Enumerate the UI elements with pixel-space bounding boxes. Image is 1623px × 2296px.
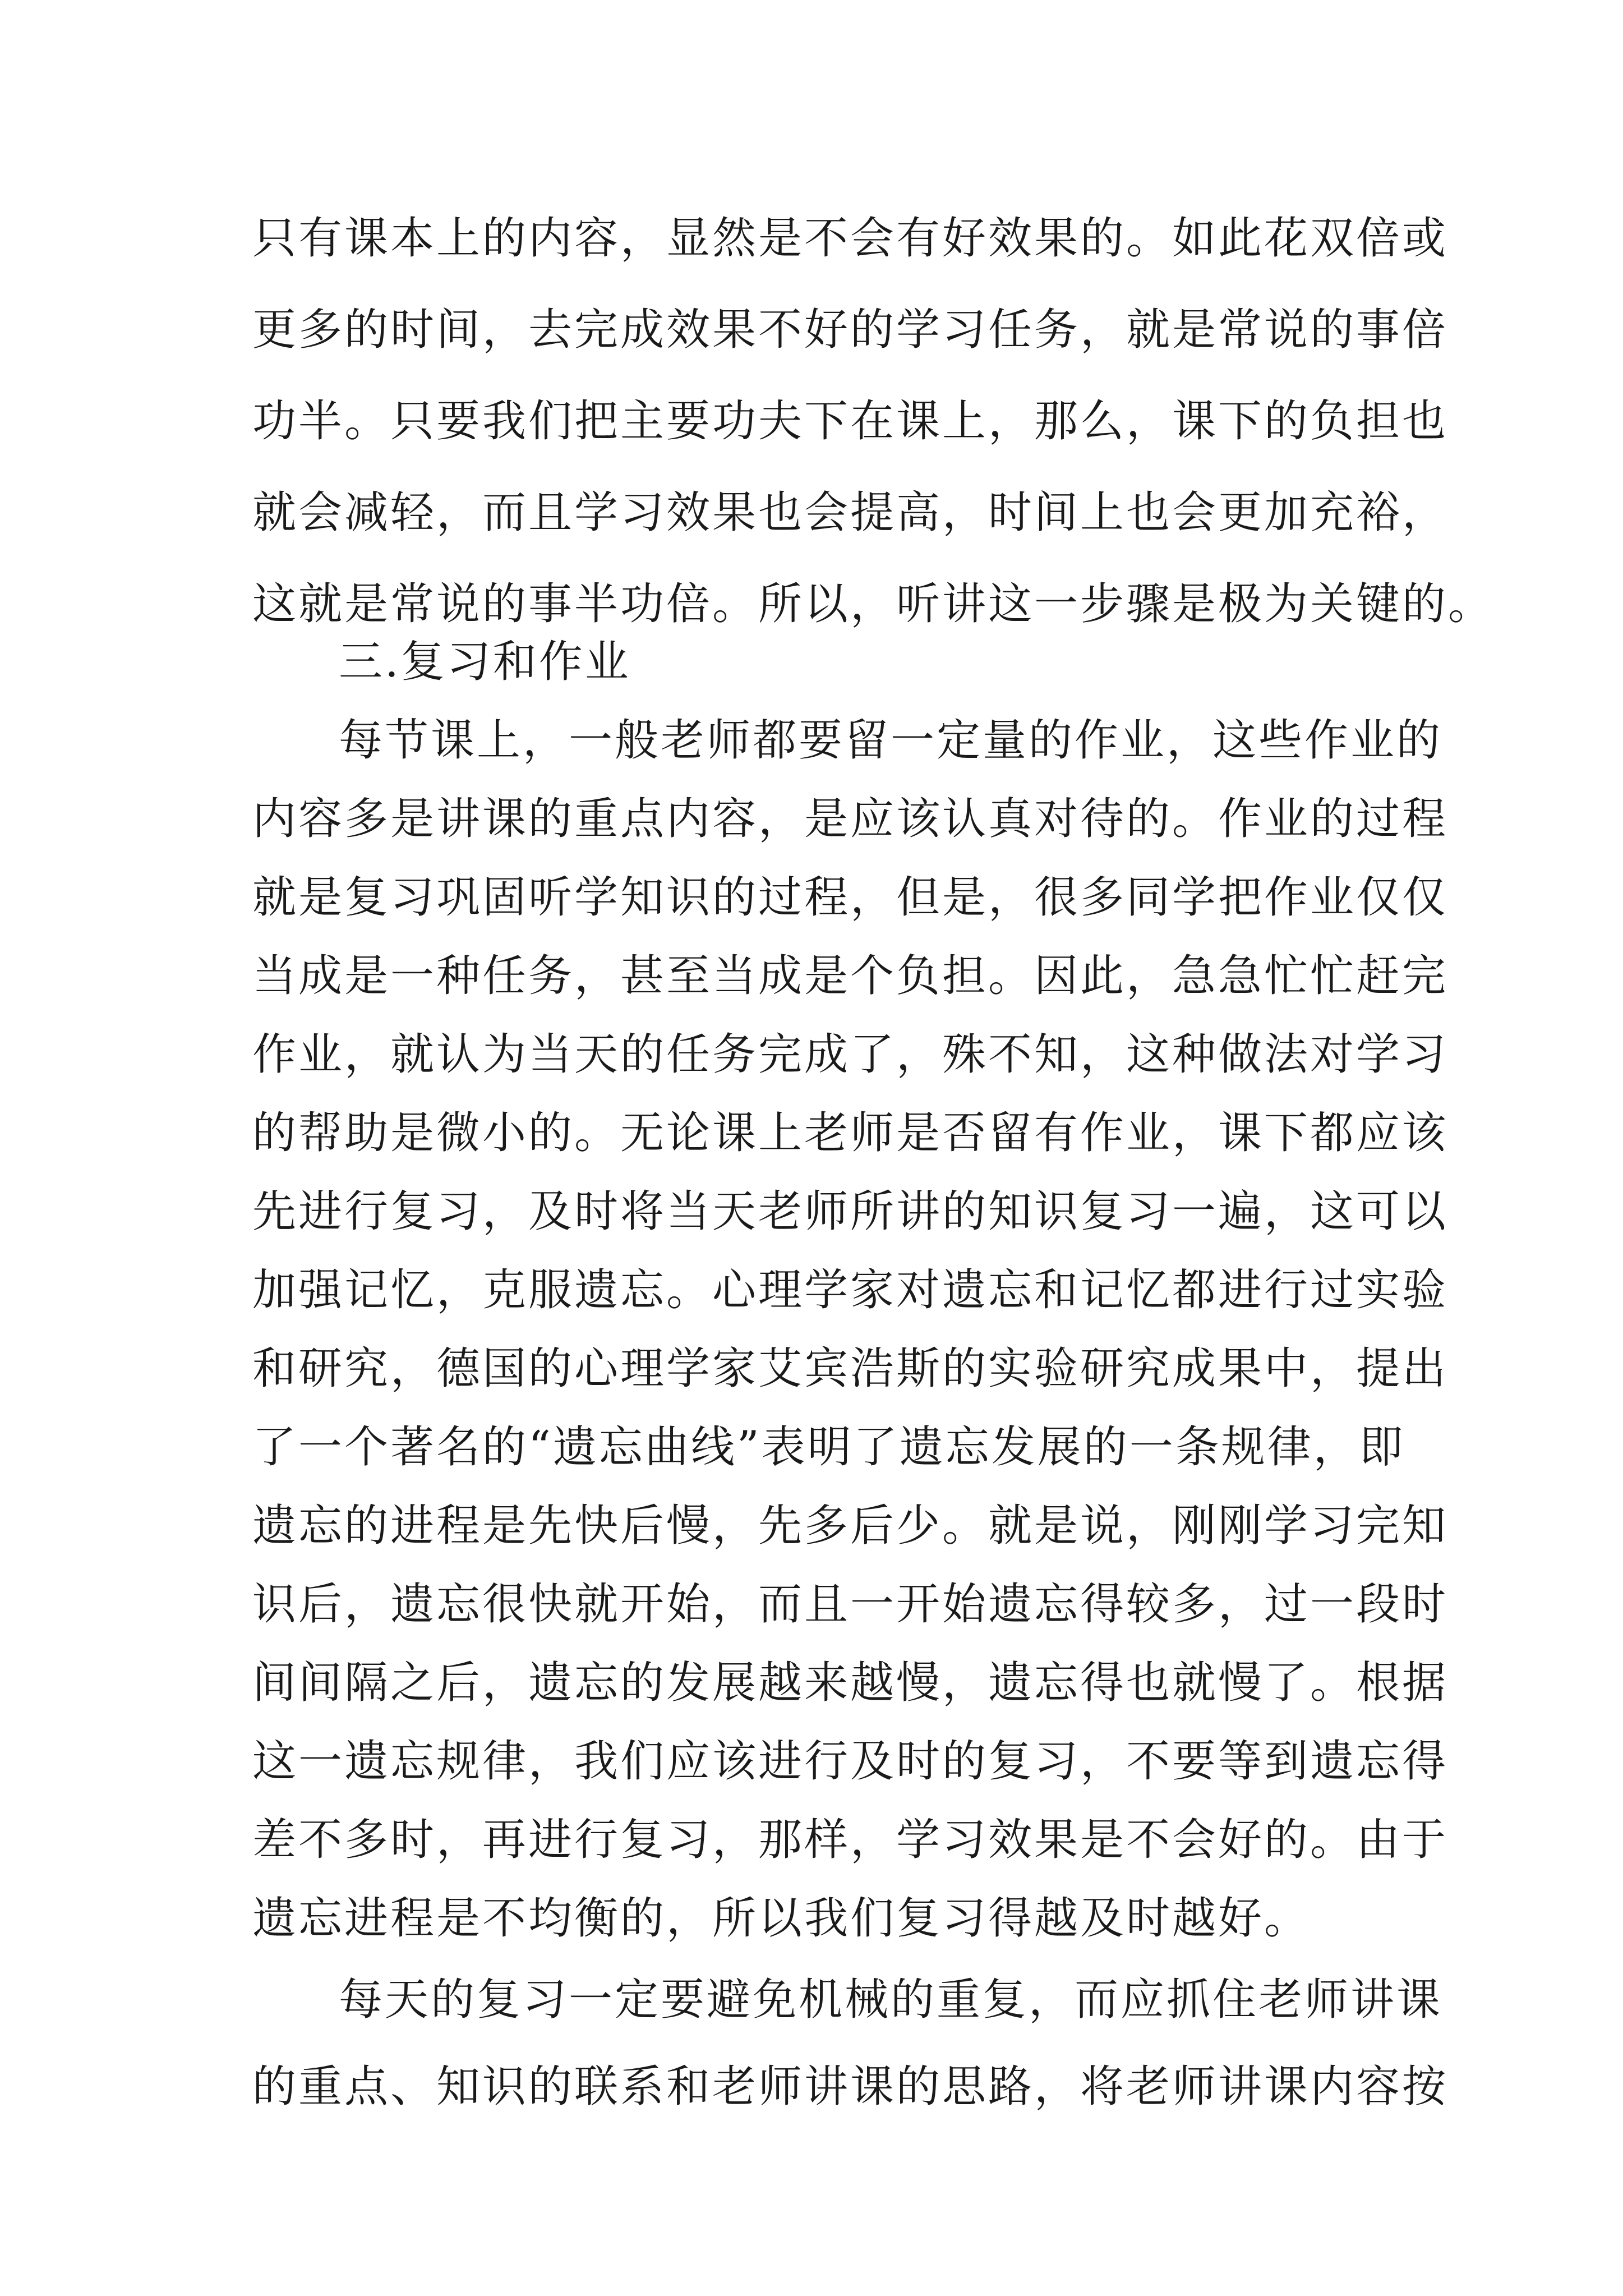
text-line: 作业，就认为当天的任务完成了，殊不知，这种做法对学习 (252, 1029, 1449, 1080)
text-line: 更多的时间，去完成效果不好的学习任务，就是常说的事倍 (252, 305, 1449, 355)
text-line: 只有课本上的内容，显然是不会有好效果的。如此花双倍或 (252, 213, 1449, 264)
text-line: 和研究，德国的心理学家艾宾浩斯的实验研究成果中，提出 (252, 1343, 1449, 1394)
text-line: 了一个著名的“遗忘曲线”表明了遗忘发展的一条规律，即 (252, 1422, 1405, 1473)
text-line: 这一遗忘规律，我们应该进行及时的复习，不要等到遗忘得 (252, 1736, 1449, 1787)
text-line: 的帮助是微小的。无论课上老师是否留有作业，课下都应该 (252, 1108, 1449, 1158)
text-line: 内容多是讲课的重点内容，是应该认真对待的。作业的过程 (252, 794, 1449, 844)
section-heading: 三.复习和作业 (339, 637, 631, 687)
text-line: 功半。只要我们把主要功夫下在课上，那么，课下的负担也 (252, 396, 1449, 447)
text-line: 加强记忆，克服遗忘。心理学家对遗忘和记忆都进行过实验 (252, 1265, 1449, 1315)
text-line: 间间隔之后，遗忘的发展越来越慢，遗忘得也就慢了。根据 (252, 1658, 1449, 1708)
text-line: 遗忘的进程是先快后慢，先多后少。就是说，刚刚学习完知 (252, 1501, 1449, 1551)
text-line: 先进行复习，及时将当天老师所讲的知识复习一遍，这可以 (252, 1186, 1449, 1237)
text-line: 的重点、知识的联系和老师讲课的思路，将老师讲课内容按 (252, 2062, 1449, 2112)
text-line: 当成是一种任务，甚至当成是个负担。因此，急急忙忙赶完 (252, 951, 1449, 1001)
text-line: 差不多时，再进行复习，那样，学习效果是不会好的。由于 (252, 1815, 1449, 1865)
text-line: 就是复习巩固听学知识的过程，但是，很多同学把作业仅仅 (252, 872, 1449, 923)
text-line: 这就是常说的事半功倍。所以，听讲这一步骤是极为关键的。 (252, 579, 1495, 629)
text-line: 就会减轻，而且学习效果也会提高，时间上也会更加充裕， (252, 487, 1449, 538)
text-line: 遗忘进程是不均衡的，所以我们复习得越及时越好。 (252, 1893, 1311, 1944)
text-line: 每天的复习一定要避免机械的重复，而应抓住老师讲课 (339, 1975, 1443, 2025)
text-line: 每节课上，一般老师都要留一定量的作业，这些作业的 (339, 715, 1443, 766)
text-line: 识后，遗忘很快就开始，而且一开始遗忘得较多，过一段时 (252, 1579, 1449, 1630)
